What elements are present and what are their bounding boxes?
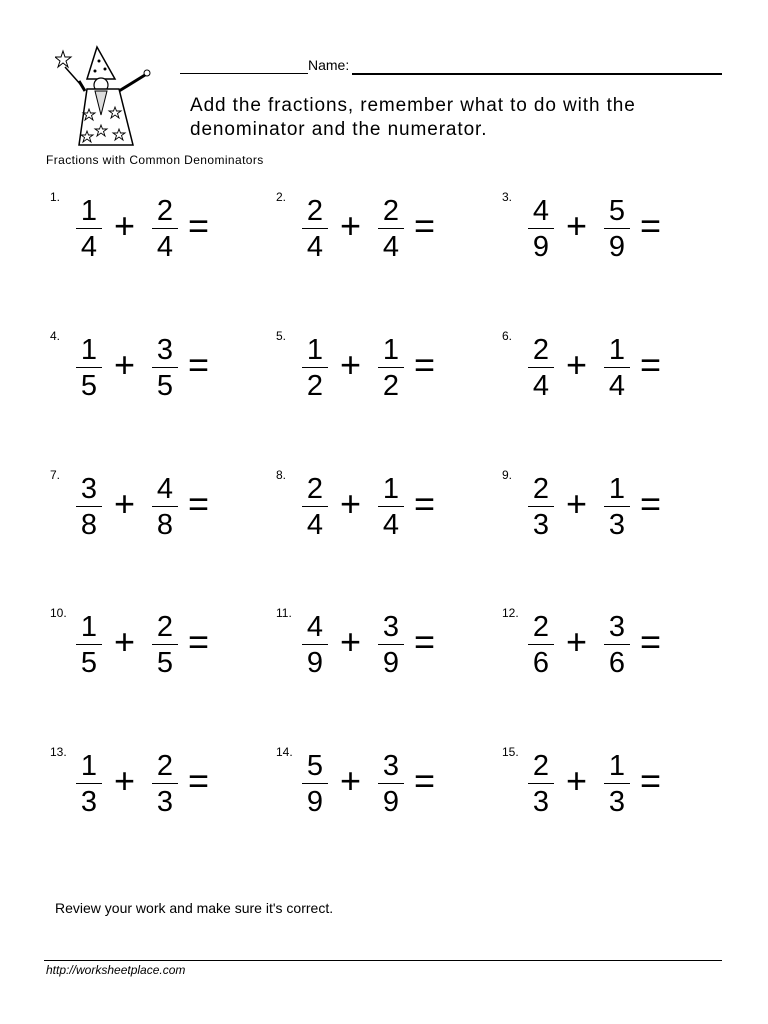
fraction-b (148, 610, 182, 681)
problem-number: 7. (50, 468, 61, 482)
problem-number: 13. (50, 745, 67, 759)
fraction-b (374, 749, 408, 820)
equals-sign: = (414, 760, 436, 801)
numerator: 2 (306, 195, 324, 227)
equals-sign: = (188, 344, 210, 385)
equals-sign: = (640, 205, 662, 246)
numerator: 2 (532, 750, 550, 782)
numerator: 2 (532, 473, 550, 505)
name-label: Name: (308, 57, 350, 73)
denominator: 8 (156, 509, 174, 541)
denominator: 4 (382, 509, 400, 541)
denominator: 3 (608, 509, 626, 541)
fraction-a (72, 472, 106, 543)
numerator: 5 (306, 750, 324, 782)
denominator: 3 (80, 786, 98, 818)
problem-10 (50, 606, 260, 696)
numerator: 2 (306, 473, 324, 505)
footer-divider (44, 960, 722, 961)
denominator: 9 (382, 786, 400, 818)
fraction-b (148, 194, 182, 265)
equals-sign: = (640, 760, 662, 801)
fraction-b (600, 472, 634, 543)
fraction-a (524, 333, 558, 404)
equals-sign: = (188, 621, 210, 662)
plus-sign: + (340, 205, 362, 246)
denominator: 4 (532, 370, 550, 402)
denominator: 3 (608, 786, 626, 818)
problem-15 (502, 745, 712, 835)
plus-sign: + (340, 621, 362, 662)
denominator: 3 (532, 509, 550, 541)
equals-sign: = (188, 483, 210, 524)
problem-2 (276, 190, 486, 280)
name-write-line (352, 73, 722, 75)
denominator: 4 (306, 231, 324, 263)
numerator: 1 (382, 473, 400, 505)
plus-sign: + (340, 760, 362, 801)
fraction-b (148, 472, 182, 543)
numerator: 4 (532, 195, 550, 227)
denominator: 4 (156, 231, 174, 263)
numerator: 1 (80, 195, 98, 227)
footer-url: http://worksheetplace.com (46, 963, 186, 977)
numerator: 1 (608, 473, 626, 505)
fraction-b (600, 610, 634, 681)
problem-number: 10. (50, 606, 67, 620)
wizard-illustration (55, 45, 165, 155)
fraction-a (298, 194, 332, 265)
equals-sign: = (640, 483, 662, 524)
fraction-a (298, 610, 332, 681)
numerator: 1 (608, 334, 626, 366)
problem-number: 15. (502, 745, 519, 759)
fraction-a (298, 472, 332, 543)
denominator: 6 (608, 647, 626, 679)
problem-9 (502, 468, 712, 558)
denominator: 9 (608, 231, 626, 263)
equals-sign: = (188, 760, 210, 801)
equals-sign: = (414, 205, 436, 246)
numerator: 1 (80, 611, 98, 643)
problem-13 (50, 745, 260, 835)
fraction-a (72, 333, 106, 404)
problem-number: 4. (50, 329, 61, 343)
denominator: 4 (382, 231, 400, 263)
problem-4 (50, 329, 260, 419)
plus-sign: + (340, 344, 362, 385)
equals-sign: = (640, 344, 662, 385)
fraction-b (600, 333, 634, 404)
numerator: 2 (532, 611, 550, 643)
equals-sign: = (640, 621, 662, 662)
problem-number: 2. (276, 190, 287, 204)
fraction-b (374, 610, 408, 681)
numerator: 2 (156, 750, 174, 782)
denominator: 5 (80, 647, 98, 679)
plus-sign: + (114, 621, 136, 662)
plus-sign: + (114, 760, 136, 801)
fraction-b (148, 749, 182, 820)
denominator: 9 (532, 231, 550, 263)
denominator: 5 (156, 647, 174, 679)
fraction-a (298, 749, 332, 820)
problem-number: 12. (502, 606, 519, 620)
denominator: 4 (608, 370, 626, 402)
equals-sign: = (414, 483, 436, 524)
problem-number: 14. (276, 745, 293, 759)
equals-sign: = (414, 344, 436, 385)
problem-number: 1. (50, 190, 61, 204)
plus-sign: + (566, 621, 588, 662)
fraction-a (72, 749, 106, 820)
problem-8 (276, 468, 486, 558)
numerator: 4 (156, 473, 174, 505)
fraction-a (524, 472, 558, 543)
fraction-b (374, 194, 408, 265)
numerator: 3 (382, 611, 400, 643)
problem-number: 9. (502, 468, 513, 482)
problem-1 (50, 190, 260, 280)
numerator: 3 (382, 750, 400, 782)
fraction-b (600, 749, 634, 820)
problem-12 (502, 606, 712, 696)
problem-11 (276, 606, 486, 696)
fraction-b (374, 472, 408, 543)
numerator: 2 (156, 611, 174, 643)
denominator: 8 (80, 509, 98, 541)
plus-sign: + (114, 483, 136, 524)
denominator: 9 (306, 786, 324, 818)
numerator: 2 (156, 195, 174, 227)
denominator: 4 (80, 231, 98, 263)
problem-5 (276, 329, 486, 419)
fraction-b (374, 333, 408, 404)
plus-sign: + (566, 760, 588, 801)
problem-number: 3. (502, 190, 513, 204)
fraction-a (524, 749, 558, 820)
denominator: 6 (532, 647, 550, 679)
equals-sign: = (414, 621, 436, 662)
fraction-a (298, 333, 332, 404)
denominator: 5 (80, 370, 98, 402)
plus-sign: + (114, 344, 136, 385)
problem-14 (276, 745, 486, 835)
numerator: 4 (306, 611, 324, 643)
numerator: 3 (608, 611, 626, 643)
fraction-a (524, 194, 558, 265)
fraction-a (72, 610, 106, 681)
problem-number: 5. (276, 329, 287, 343)
numerator: 2 (532, 334, 550, 366)
denominator: 4 (306, 509, 324, 541)
numerator: 3 (80, 473, 98, 505)
denominator: 2 (306, 370, 324, 402)
numerator: 1 (306, 334, 324, 366)
problem-number: 11. (276, 606, 292, 620)
worksheet-subtitle: Fractions with Common Denominators (46, 153, 264, 167)
numerator: 5 (608, 195, 626, 227)
denominator: 9 (306, 647, 324, 679)
name-field[interactable] (180, 55, 722, 75)
fraction-b (148, 333, 182, 404)
plus-sign: + (566, 205, 588, 246)
numerator: 3 (156, 334, 174, 366)
plus-sign: + (114, 205, 136, 246)
fraction-b (600, 194, 634, 265)
equals-sign: = (188, 205, 210, 246)
numerator: 1 (382, 334, 400, 366)
problem-number: 8. (276, 468, 287, 482)
instructions-text: Add the fractions, remember what to do with the denominator and the numerator. (190, 95, 636, 140)
problem-3 (502, 190, 712, 280)
problem-number: 6. (502, 329, 513, 343)
fraction-a (72, 194, 106, 265)
plus-sign: + (566, 344, 588, 385)
denominator: 2 (382, 370, 400, 402)
problem-7 (50, 468, 260, 558)
numerator: 1 (80, 750, 98, 782)
numerator: 1 (608, 750, 626, 782)
denominator: 5 (156, 370, 174, 402)
numerator: 2 (382, 195, 400, 227)
denominator: 3 (156, 786, 174, 818)
plus-sign: + (340, 483, 362, 524)
fraction-a (524, 610, 558, 681)
problem-6 (502, 329, 712, 419)
denominator: 9 (382, 647, 400, 679)
name-leading-line (180, 73, 308, 74)
plus-sign: + (566, 483, 588, 524)
denominator: 3 (532, 786, 550, 818)
review-note: Review your work and make sure it's correct. (55, 900, 334, 916)
numerator: 1 (80, 334, 98, 366)
